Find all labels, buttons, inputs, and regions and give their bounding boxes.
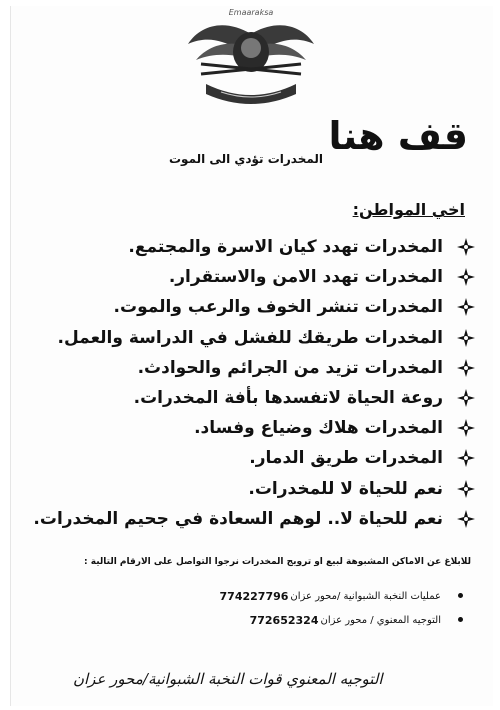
list-item	[35, 292, 475, 322]
list-item	[35, 413, 475, 443]
diamond-bullet-icon	[457, 238, 475, 256]
diamond-bullet-icon	[457, 510, 475, 528]
flyer-page	[10, 6, 493, 706]
bullet-dot-icon	[458, 593, 463, 598]
list-item	[35, 383, 475, 413]
contact-label: عمليات النخبة الشبوانية /محور عزان	[290, 590, 441, 602]
report-instructions: للابلاغ عن الاماكن المشبوهة لبيع او ترويج المخدرات نرجوا التواصل على الارقام التالية :	[84, 557, 471, 567]
list-item	[35, 232, 475, 262]
list-item-text: المخدرات تهدد كيان الاسرة والمجتمع.	[128, 237, 443, 258]
list-item	[35, 474, 475, 504]
diamond-bullet-icon	[457, 359, 475, 377]
page-subtitle: المخدرات تؤدي الى الموت	[169, 152, 324, 166]
list-item-text: المخدرات تنشر الخوف والرعب والموت.	[113, 297, 443, 318]
list-item	[35, 323, 475, 353]
diamond-bullet-icon	[457, 389, 475, 407]
contact-number: 772652324	[249, 613, 319, 627]
contact-item	[215, 608, 441, 632]
diamond-bullet-icon	[457, 419, 475, 437]
list-item-text: نعم للحياة لا للمخدرات.	[248, 478, 443, 499]
list-item	[35, 353, 475, 383]
salutation: اخي المواطن:	[352, 200, 465, 219]
contact-item	[215, 584, 441, 608]
diamond-bullet-icon	[457, 480, 475, 498]
list-item-text: نعم للحياة لا.. لوهم السعادة في جحيم المخدرات.	[33, 508, 443, 529]
contact-label: التوجيه المعنوي / محور عزان	[320, 614, 441, 626]
emblem-caption: Emaaraksa	[228, 8, 274, 17]
signature: التوجيه المعنوي قوات النخبة الشبوانية/محور عزان	[73, 670, 383, 688]
list-item-text: المخدرات تزيد من الجرائم والحوادث.	[137, 357, 443, 378]
list-item-text: المخدرات تهدد الامن والاستقرار.	[168, 267, 443, 288]
list-item-text: روعة الحياة لاتفسدها بأفة المخدرات.	[133, 388, 443, 409]
points-list	[35, 232, 475, 534]
diamond-bullet-icon	[457, 298, 475, 316]
bullet-dot-icon	[458, 617, 463, 622]
page-title: قف هنا	[328, 114, 468, 158]
list-item	[35, 443, 475, 473]
military-emblem	[186, 14, 316, 109]
diamond-bullet-icon	[457, 329, 475, 347]
list-item-text: المخدرات هلاك وضياع وفساد.	[194, 418, 443, 439]
diamond-bullet-icon	[457, 449, 475, 467]
list-item-text: المخدرات طريق الدمار.	[249, 448, 443, 469]
contacts-list	[215, 584, 441, 632]
contact-number: 774227796	[219, 589, 289, 603]
diamond-bullet-icon	[457, 268, 475, 286]
list-item-text: المخدرات طريقك للفشل في الدراسة والعمل.	[57, 327, 443, 348]
list-item	[35, 262, 475, 292]
list-item	[35, 504, 475, 534]
